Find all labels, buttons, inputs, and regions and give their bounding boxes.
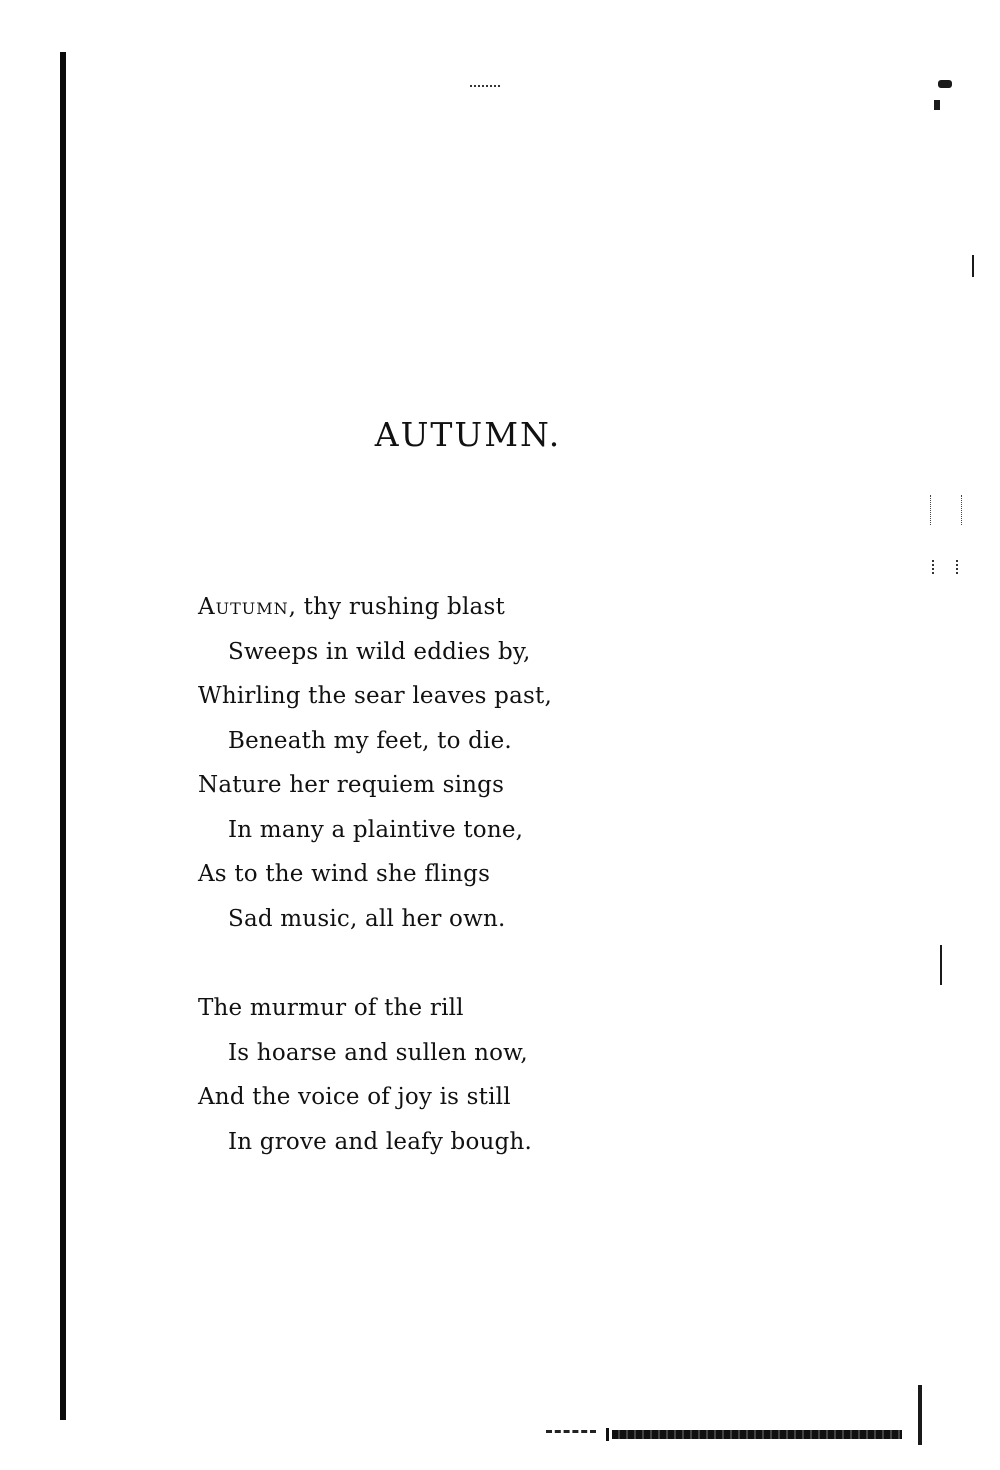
scan-mark xyxy=(932,560,958,574)
scan-mark xyxy=(940,945,942,985)
scan-mark xyxy=(930,495,962,525)
poem-line: And the voice of joy is still xyxy=(198,1084,511,1110)
poem-line: As to the wind she flings xyxy=(198,861,491,887)
binding-rule xyxy=(60,52,66,1420)
scan-mark xyxy=(918,1385,922,1445)
scan-bar xyxy=(612,1430,902,1439)
scan-mark xyxy=(606,1428,609,1441)
poem-line: Nature her requiem sings xyxy=(198,772,505,798)
scan-dashes xyxy=(546,1430,596,1433)
poem-line-lead: Autumn xyxy=(198,594,289,620)
poem-line: In many a plaintive tone, xyxy=(228,816,524,843)
poem-line-text: , thy rushing blast xyxy=(288,594,505,620)
scan-mark xyxy=(934,100,940,110)
poem-line: Sweeps in wild eddies by, xyxy=(228,638,531,665)
stanza-1 xyxy=(198,585,552,941)
poem-line: Is hoarse and sullen now, xyxy=(228,1039,528,1066)
poem-line xyxy=(198,585,552,630)
poem-line: Sad music, all her own. xyxy=(228,905,506,932)
poem-line: Beneath my feet, to die. xyxy=(228,727,512,754)
scan-mark xyxy=(938,80,952,88)
scan-mark xyxy=(470,85,500,91)
poem-line: The murmur of the rill xyxy=(198,995,464,1021)
stanza-2 xyxy=(198,986,532,1164)
poem-line: In grove and leafy bough. xyxy=(228,1128,532,1155)
poem-title: AUTUMN. xyxy=(374,415,562,455)
poem-line: Whirling the sear leaves past, xyxy=(198,683,552,709)
scan-mark xyxy=(972,255,974,277)
